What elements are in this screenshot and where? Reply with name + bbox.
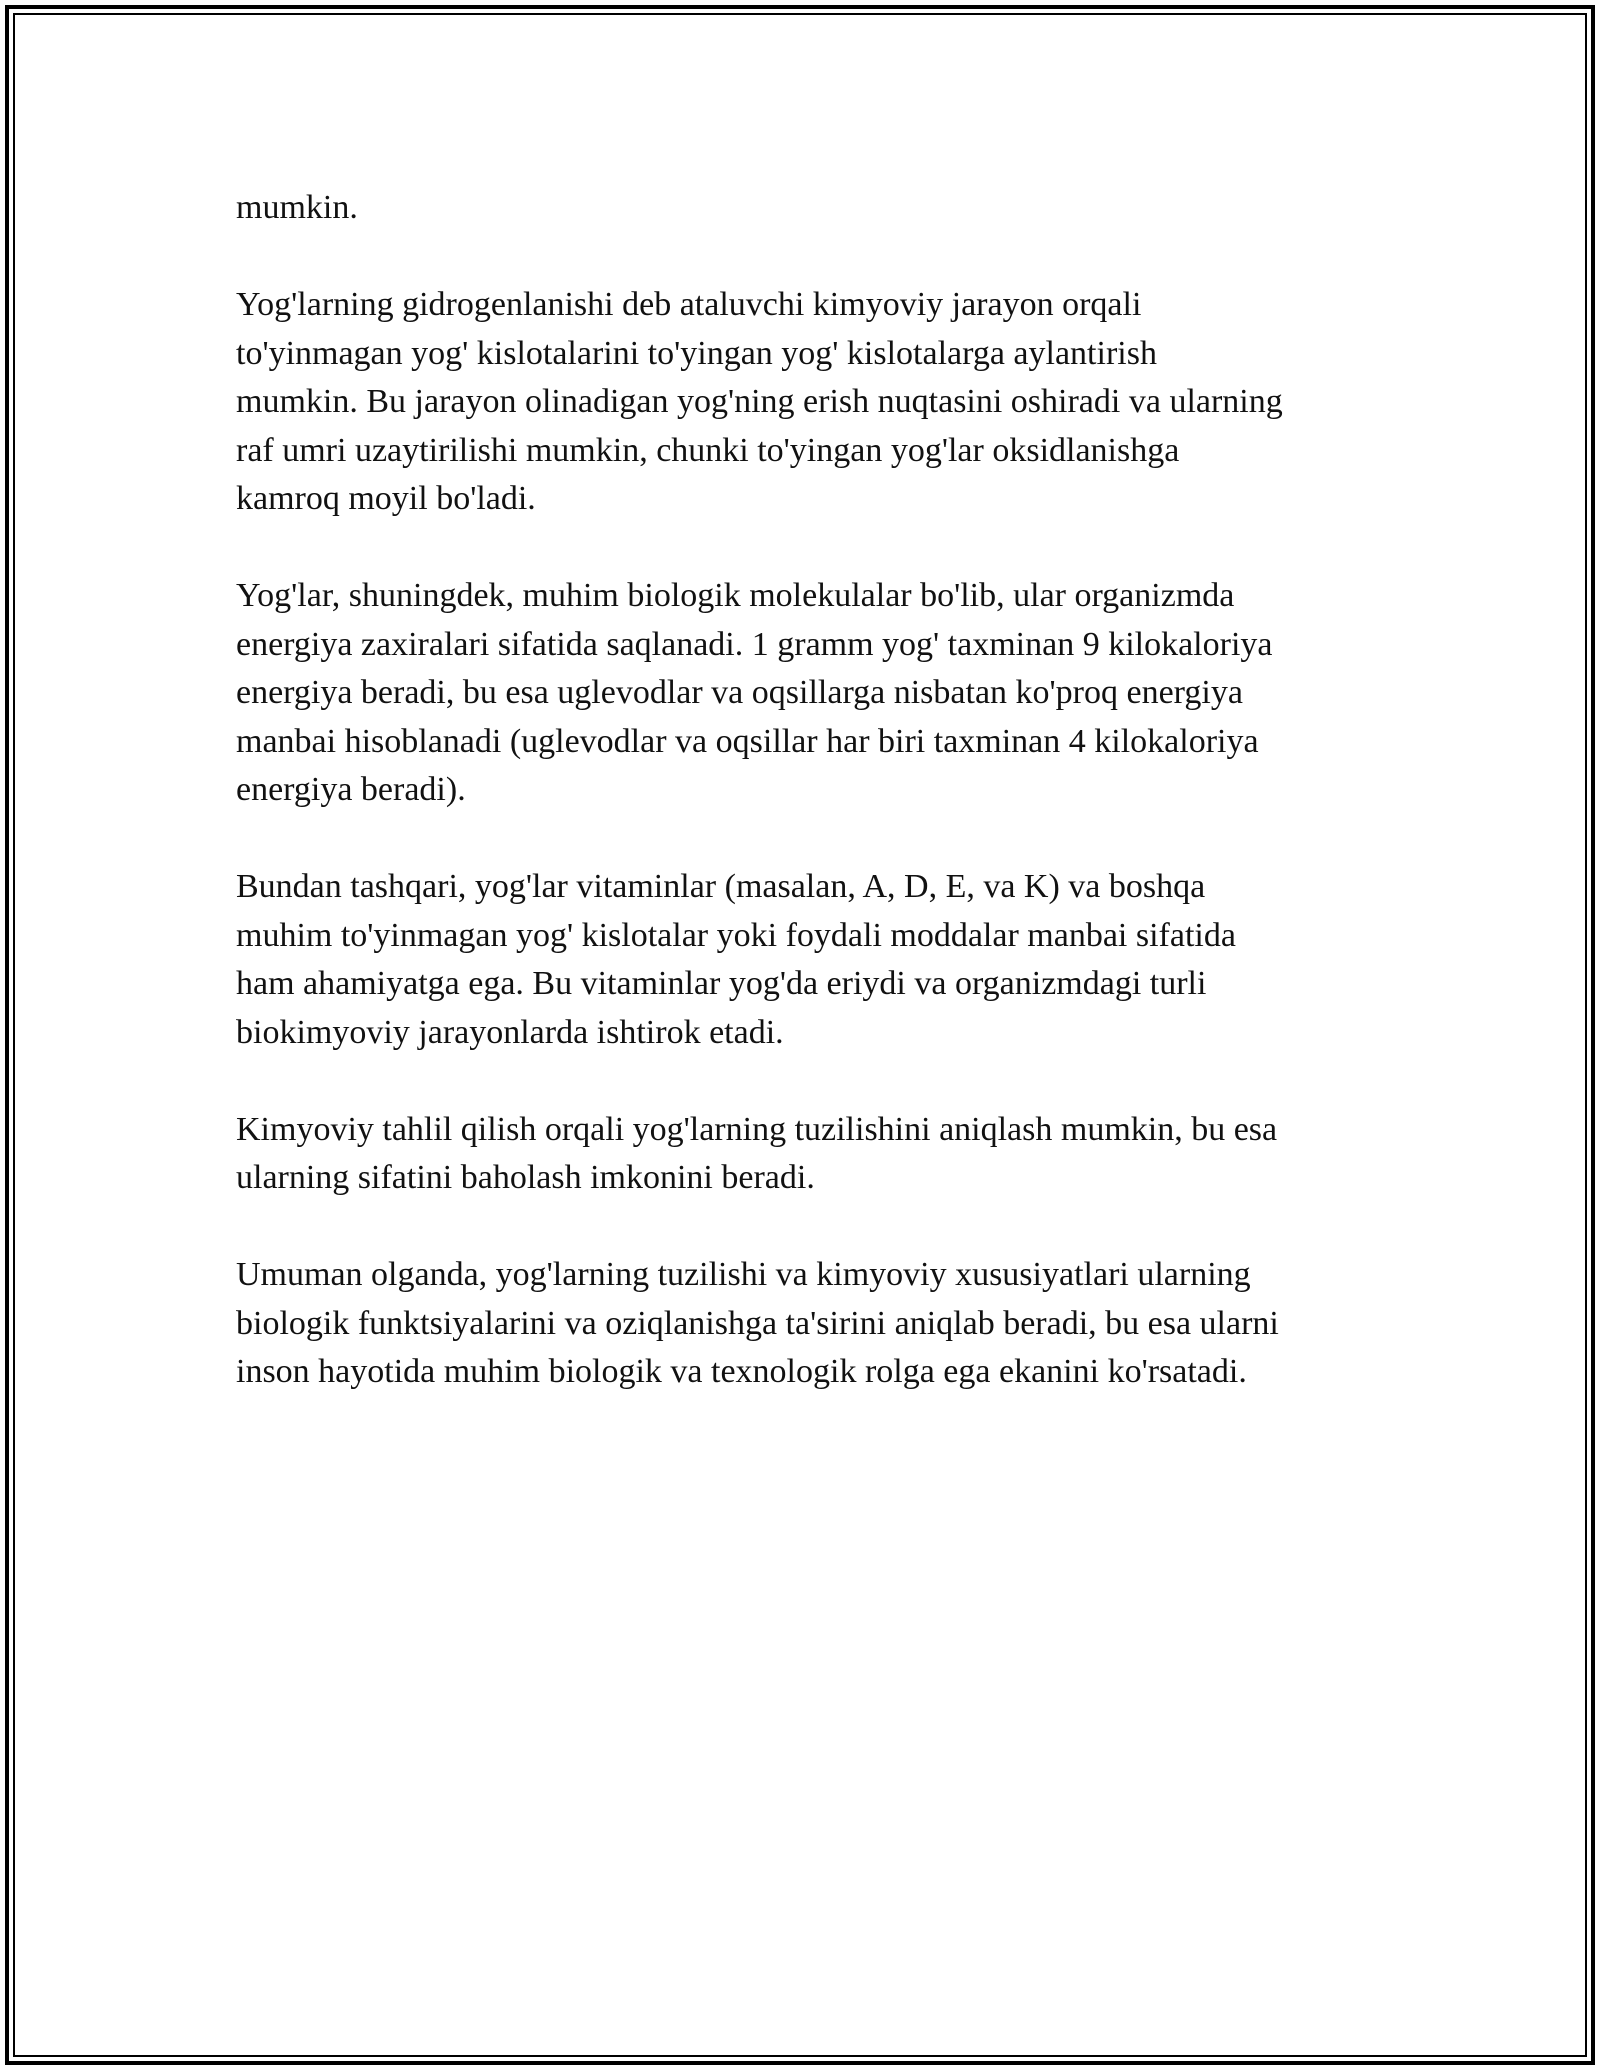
- paragraph-continuation: mumkin.: [236, 189, 358, 226]
- document-body: [236, 184, 1376, 1445]
- paragraph-energy: Yog'lar, shuningdek, muhim biologik molekulalar bo'lib, ular organizmda energiya zaxiralari sifatida saqlanadi. 1 gramm yog' taxminan 9 kilokaloriya energiya beradi, bu esa uglevodlar va oqsillarga nisbatan ko'proq energiya manbai hisoblanadi (uglevodlar va oqsillar har biri taxminan 4 kilokaloriya energiya beradi).: [236, 577, 1273, 808]
- paragraph-hydrogenation: Yog'larning gidrogenlanishi deb ataluvchi kimyoviy jarayon orqali to'yinmagan yog' kislotalarini to'yingan yog' kislotalarga aylantirish mumkin. Bu jarayon olinadigan yog'ning erish nuqtasini oshiradi va ularning raf umri uzaytirilishi mumkin, chunki to'yingan yog'lar oksidlanishga kamroq moyil bo'ladi.: [236, 286, 1283, 517]
- paragraph-analysis: Kimyoviy tahlil qilish orqali yog'larning tuzilishini aniqlash mumkin, bu esa ularning sifatini baholash imkonini beradi.: [236, 1110, 1278, 1196]
- paragraph-conclusion: Umuman olganda, yog'larning tuzilishi va kimyoviy xususiyatlari ularning biologik funktsiyalarini va oziqlanishga ta'sirini aniqlab beradi, bu esa ularni inson hayotida muhim biologik va texnologik rolga ega ekanini ko'rsatadi.: [236, 1256, 1279, 1390]
- paragraph-vitamins: Bundan tashqari, yog'lar vitaminlar (masalan, A, D, E, va K) va boshqa muhim to'yinmagan yog' kislotalar yoki foydali moddalar manbai sifatida ham ahamiyatga ega. Bu vitaminlar yog'da eriydi va organizmdagi turli biokimyoviy jarayonlarda ishtirok etadi.: [236, 868, 1236, 1051]
